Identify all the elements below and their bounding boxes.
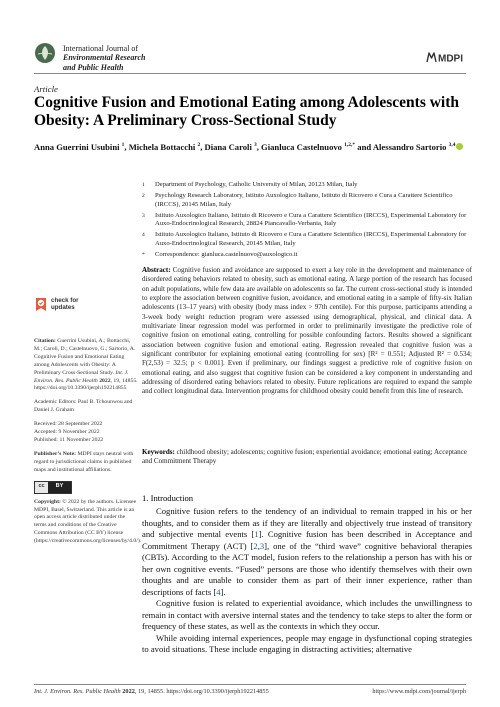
body-text-run: ,	[257, 540, 260, 551]
mdpi-logo	[426, 51, 466, 64]
cc-by-license-badge[interactable]	[34, 481, 72, 494]
body-text-run: ], one of the “third wave” cognitive behavioral therapies (CBTs). According to the ACT model, fusion refers to the relationship a person has with his or her own cognitive events. “Fused” persons are those who identify themselves with their own thoughts and are unable to consider them as part of their inner experience, rather than descriptions of facts [	[142, 540, 472, 597]
affiliation-number: 1	[142, 182, 145, 188]
updates-line1: check for	[51, 297, 79, 304]
mdpi-logo-text: MDPI	[438, 53, 463, 64]
body-paragraph: Cognitive fusion is related to experiential avoidance, which includes the unwillingness to remain in contact with aversive internal states and the tendency to take steps to alter the form or frequency of these states, as well as the contexts in which they occur.	[142, 598, 472, 631]
body-paragraph: While avoiding internal experiences, people may engage in dysfunctional coping strategies to avoid situations. These include engaging in distracting activities; alternative	[142, 632, 472, 654]
author-affil-sup: 2	[197, 142, 201, 148]
affiliation-text: Psychology Research Laboratory, Istituto Auxologico Italiano, Istituto di Ricovero e Cura a Carattere Scientifico (IRCCS), 20145 Milan, Italy	[155, 192, 453, 208]
received-date: Received: 28 September 2022	[34, 421, 103, 428]
affiliation-number: *	[142, 251, 145, 258]
affiliations	[142, 181, 472, 262]
author-name[interactable]: Gianluca Castelnuovo	[261, 141, 342, 152]
academic-editors: Academic Editors: Paul B. Tchounwou and Daniel J. Graham	[34, 399, 133, 414]
affiliation-item	[142, 212, 472, 229]
citation-block	[34, 338, 138, 393]
footer-rule	[34, 684, 466, 685]
abstract-text: Cognitive fusion and avoidance are supposed to exert a key role in the development and maintenance of disordered eating behaviors related to obesity, such as emotional eating. A large portion of the research has focused on adult populations, while few data are available on adolescents so far. The current cross-sectional study is intended to explore the association between cognitive fusion, avoidance, and emotional eating in a sample of fifty-six Italian adolescents (13–17 years) with obesity (body mass index > 97th centile). For this purpose, participants attending a 3-week body weight reduction program were assessed using demographical, physical, and clinical data. A multivariate linear regression model was performed in order to preliminarily investigate the predictive role of cognitive fusion on emotional eating, controlling for possible confounding factors. Results showed a significant association between cognitive fusion and emotional eating. Regression revealed that cognitive fusion was a significant contributor for explaining emotional eating (controlling for sex) [R² = 0.551; Adjusted R² = 0.534; F(2,53) = 32.5; p < 0.001]. Even if preliminary, our findings suggest a predictive role of cognitive fusion on emotional eating, and also suggest that cognitive fusion can be considered a key component in understanding and addressing of disordered eating behaviors related to obesity. Future replications are required to expand the sample and collect longitudinal data. Intervention programs for childhood obesity could benefit from this line of research.	[142, 266, 472, 396]
section-heading: 1. Introduction	[142, 493, 194, 503]
citation-year: 2022	[99, 377, 111, 384]
publisher-note-text: MDPI stays neutral with regard to jurisdictional claims in published maps and institutional affiliations.	[34, 450, 134, 473]
journal-name-line3: and Public Health	[63, 62, 124, 72]
affiliation-text: Istituto Auxologico Italiano, Istituto di Ricovero e Cura a Carattere Scientifico (IRCCS), Experimental Laboratory for Auxo-Endocrinological Research, 20145 Milan, Italy	[155, 231, 467, 247]
accepted-date: Accepted: 9 November 2022	[34, 429, 100, 436]
journal-name-line2: Environmental Research	[63, 53, 146, 63]
affiliation-number: 3	[142, 212, 145, 219]
body-text-run: Cognitive fusion refers to the tendency of an individual to remain trapped in his or her thoughts, and to consider them as if they are literally and objectively true instead of transitory and subjective mental events [	[142, 506, 472, 539]
author-name[interactable]: Diana Caroli	[204, 141, 252, 152]
affiliation-number: 2	[142, 193, 145, 199]
body-text	[142, 506, 472, 656]
journal-name-line1: International Journal of	[63, 44, 139, 53]
affiliation-text: Istituto Auxologico Italiano, Istituto di Ricovero e Cura a Carattere Scientifico (IRCCS), Experimental Laboratory for Auxo-Endocrinological Research, 28824 Piancavallo-Verbania, Italy	[155, 211, 467, 227]
affiliation-number: 4	[142, 232, 145, 238]
footer-journal: Int. J. Environ. Res. Public Health	[34, 688, 121, 695]
abstract-label: Abstract:	[142, 266, 171, 274]
footer-citation	[34, 688, 269, 695]
affiliation-item	[142, 181, 472, 190]
author-affil-sup: 3	[254, 142, 257, 148]
author-affil-sup: 1,2,*	[344, 142, 356, 148]
paper-title: Cognitive Fusion and Emotional Eating among Adolescents with Obesity: A Preliminary Cross-Sectional Study	[34, 94, 460, 129]
check-for-updates-label[interactable]	[51, 298, 79, 312]
article-type: Article	[34, 84, 58, 94]
author-affil-sup: 1	[121, 142, 125, 148]
author-name[interactable]: Anna Guerrini Usubini	[34, 141, 120, 152]
copyright-label: Copyright:	[34, 498, 61, 505]
reference-link[interactable]: 4	[216, 586, 221, 597]
correspondence-text[interactable]: Correspondence: gianluca.castelnuovo@auxologico.it	[155, 250, 298, 258]
footer-year: 2022	[122, 688, 135, 695]
by-icon: BY	[48, 482, 71, 493]
published-date: Published: 11 November 2022	[34, 436, 104, 443]
affiliation-item	[142, 192, 472, 209]
citation-journal: Int. J. Environ. Res. Public Health	[34, 369, 129, 384]
publisher-note-label: Publisher’s Note:	[34, 450, 77, 457]
cc-icon: cc	[38, 483, 45, 490]
copyright-block	[34, 498, 142, 546]
header-rule	[34, 73, 466, 74]
journal-name	[63, 44, 145, 72]
body-paragraph	[142, 506, 472, 598]
author-list: Anna Guerrini Usubini $^1$, Michela Bottacchi $^2$, Diana Caroli $^3$, Gianluca Castelnuovo $^{1,2,*}$ and Alessandro Sartorio $^{3,4}$	[34, 140, 474, 153]
author-name[interactable]: Michela Bottacchi	[128, 141, 196, 152]
affiliation-item	[142, 251, 472, 260]
citation-doi[interactable]: , 19, 14855. https://doi.org/10.3390/ijerph192214855	[34, 377, 138, 392]
updates-line2: updates	[51, 303, 75, 311]
keywords-text: childhood obesity; adolescents; cognitive fusion; experiential avoidance; emotional eating; Acceptance and Commitment Therapy	[142, 448, 467, 466]
copyright-text: © 2022 by the authors. Licensee MDPI, Basel, Switzerland. This article is an open access article distributed under the terms and conditions of the Creative Commons Attribution (CC BY) license (https://creativecommons.org/licenses/by/4.0/).	[34, 498, 142, 545]
reference-link[interactable]: 2	[253, 540, 258, 551]
dates-block	[34, 421, 138, 445]
publisher-note	[34, 451, 138, 475]
author-name[interactable]: Alessandro Sartorio	[372, 141, 447, 152]
orcid-icon[interactable]	[456, 143, 463, 150]
keywords	[142, 448, 472, 467]
citation-label: Citation:	[34, 338, 56, 344]
affiliation-text: Department of Psychology, Catholic University of Milan, 20123 Milan, Italy	[155, 181, 358, 188]
abstract	[142, 266, 472, 397]
reference-link[interactable]: 3	[259, 540, 265, 551]
footer-doi[interactable]: , 19, 14855. https://doi.org/10.3390/ijerph192214855	[134, 688, 269, 695]
keywords-label: Keywords:	[142, 448, 175, 456]
author-affil-sup: 3,4	[448, 142, 456, 148]
reference-link[interactable]: 1	[254, 529, 259, 539]
footer-journal-url[interactable]: https://www.mdpi.com/journal/ijerph	[372, 688, 466, 695]
check-for-updates-icon[interactable]	[34, 296, 48, 313]
affiliation-item	[142, 231, 472, 248]
sidebar	[34, 338, 142, 552]
journal-logo-icon	[34, 42, 56, 64]
body-text-run: ]. Cognitive fusion has been described in Acceptance and Commitment Therapy (ACT) [	[142, 529, 472, 551]
body-text-run: ].	[220, 586, 226, 597]
citation-text: Guerrini Usubini, A.; Bottacchi, M.; Caroli, D.; Castelnuovo, G.; Sartorio, A. Cognitive Fusion and Emotional Eating among Adolescents with Obesity: A Preliminary Cross-Sectional Study.	[34, 338, 136, 376]
